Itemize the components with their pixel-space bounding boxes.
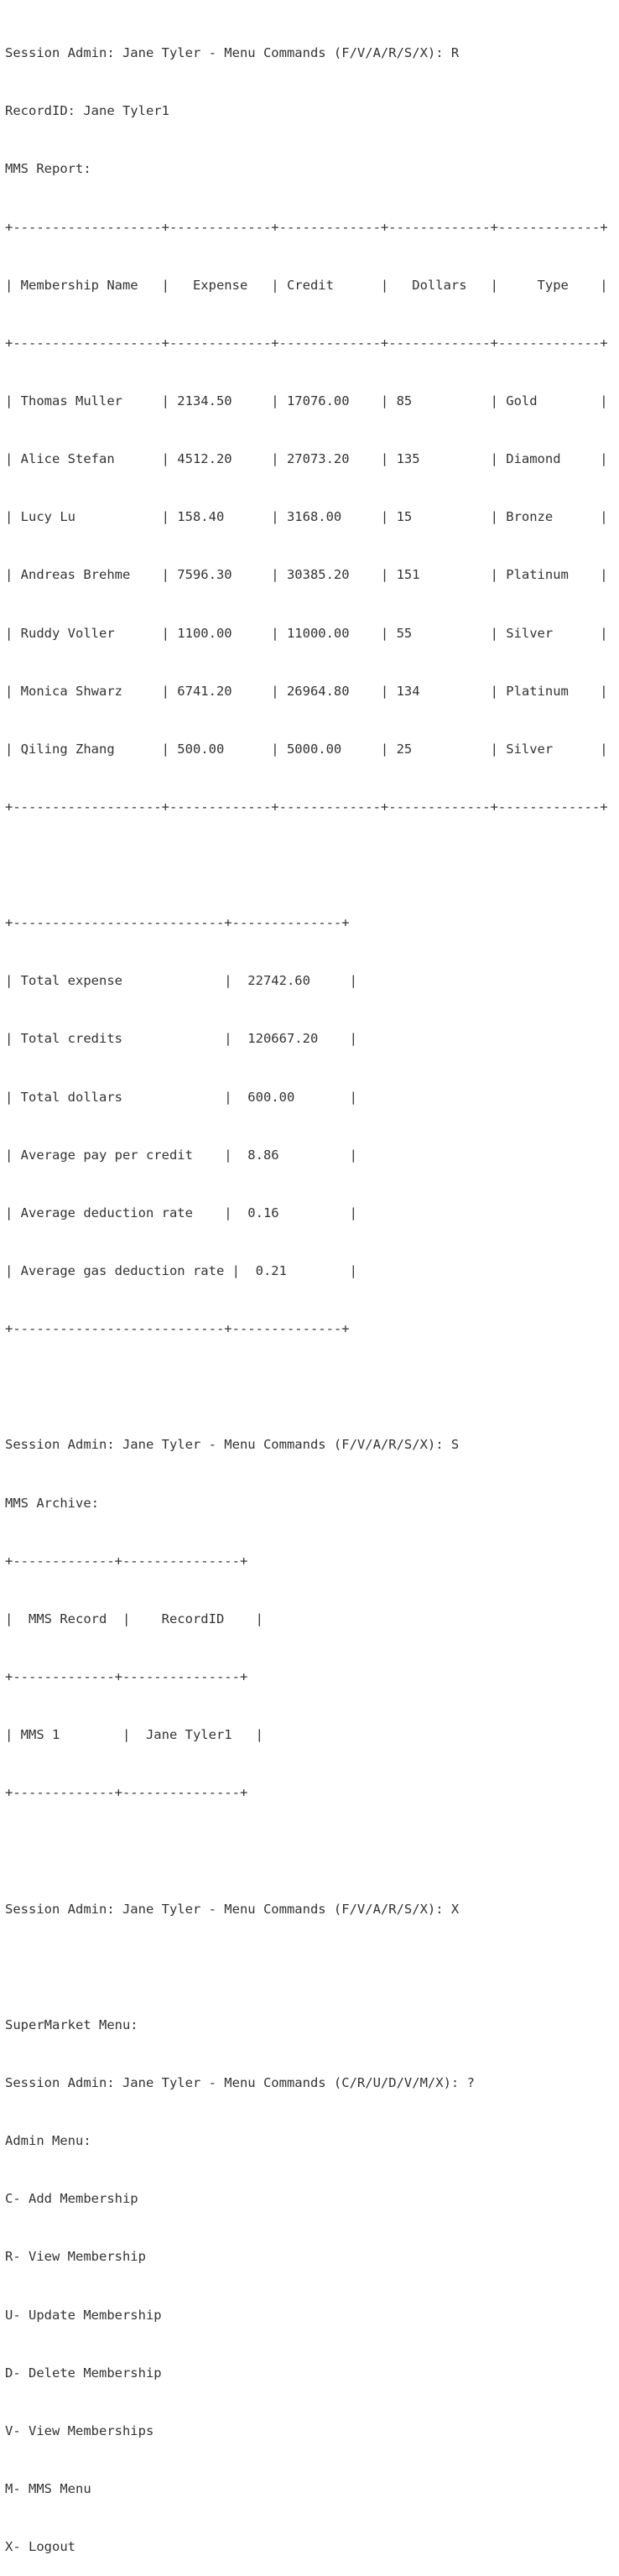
report-table-row: | Alice Stefan | 4512.20 | 27073.20 | 135 | Diamond | (5, 451, 608, 467)
report-table-border: +-------------------+-------------+-------------+-------------+-------------+ (5, 219, 608, 235)
terminal-output (5, 5, 608, 2576)
session-prompt-line: Session Admin: Jane Tyler - Menu Commands (F/V/A/R/S/X): S (5, 1437, 460, 1453)
summary-table-row: | Total expense | 22742.60 | (5, 973, 357, 989)
summary-table-row: | Total credits | 120667.20 | (5, 1031, 357, 1047)
report-table-row: | Thomas Muller | 2134.50 | 17076.00 | 85 | Gold | (5, 393, 608, 409)
summary-table-row: | Average pay per credit | 8.86 | (5, 1147, 357, 1163)
report-table-border: +-------------------+-------------+-------------+-------------+-------------+ (5, 799, 608, 814)
report-table-row: | Ruddy Voller | 1100.00 | 11000.00 | 55 | Silver | (5, 625, 608, 641)
report-table-row: | Qiling Zhang | 500.00 | 5000.00 | 25 | Silver | (5, 741, 608, 757)
session-prompt-line: Session Admin: Jane Tyler - Menu Commands (F/V/A/R/S/X): X (5, 1901, 460, 1917)
menu-item-view-memberships: V- View Memberships (5, 2422, 154, 2438)
report-table-border: +-------------------+-------------+-------------+-------------+-------------+ (5, 335, 608, 351)
session-prompt-line: Session Admin: Jane Tyler - Menu Commands (F/V/A/R/S/X): R (5, 45, 460, 61)
admin-menu-heading: Admin Menu: (5, 2133, 91, 2149)
archive-table-border: +-------------+---------------+ (5, 1553, 248, 1569)
record-id-line: RecordID: Jane Tyler1 (5, 103, 169, 119)
archive-table-border: +-------------+---------------+ (5, 1669, 248, 1685)
summary-table-row: | Total dollars | 600.00 | (5, 1089, 357, 1105)
report-table-row: | Andreas Brehme | 7596.30 | 30385.20 | 151 | Platinum | (5, 567, 608, 583)
blank-line (5, 1377, 608, 1397)
menu-item-add-membership: C- Add Membership (5, 2191, 138, 2207)
archive-table-border: +-------------+---------------+ (5, 1785, 248, 1801)
mms-archive-heading: MMS Archive: (5, 1495, 99, 1511)
menu-item-update-membership: U- Update Membership (5, 2307, 162, 2323)
summary-table-row: | Average deduction rate | 0.16 | (5, 1205, 357, 1220)
blank-line (5, 1841, 608, 1860)
menu-item-delete-membership: D- Delete Membership (5, 2365, 162, 2381)
summary-table-border: +---------------------------+--------------+ (5, 1321, 350, 1337)
session-prompt-line: Session Admin: Jane Tyler - Menu Commands (C/R/U/D/V/M/X): ? (5, 2075, 475, 2091)
archive-table-row: | MMS 1 | Jane Tyler1 | (5, 1727, 263, 1743)
supermarket-menu-heading: SuperMarket Menu: (5, 2017, 138, 2032)
menu-item-logout: X- Logout (5, 2539, 75, 2555)
report-table-row: | Monica Shwarz | 6741.20 | 26964.80 | 134 | Platinum | (5, 683, 608, 699)
menu-item-view-membership: R- View Membership (5, 2249, 146, 2265)
blank-line (5, 1958, 608, 1977)
archive-table-header: | MMS Record | RecordID | (5, 1611, 263, 1626)
mms-report-heading: MMS Report: (5, 161, 91, 177)
menu-item-mms-menu: M- MMS Menu (5, 2481, 91, 2496)
summary-table-row: | Average gas deduction rate | 0.21 | (5, 1263, 357, 1279)
blank-line (5, 856, 608, 875)
summary-table-border: +---------------------------+--------------+ (5, 915, 350, 931)
report-table-row: | Lucy Lu | 158.40 | 3168.00 | 15 | Bronze | (5, 509, 608, 525)
report-table-header: | Membership Name | Expense | Credit | Dollars | Type | (5, 277, 608, 293)
